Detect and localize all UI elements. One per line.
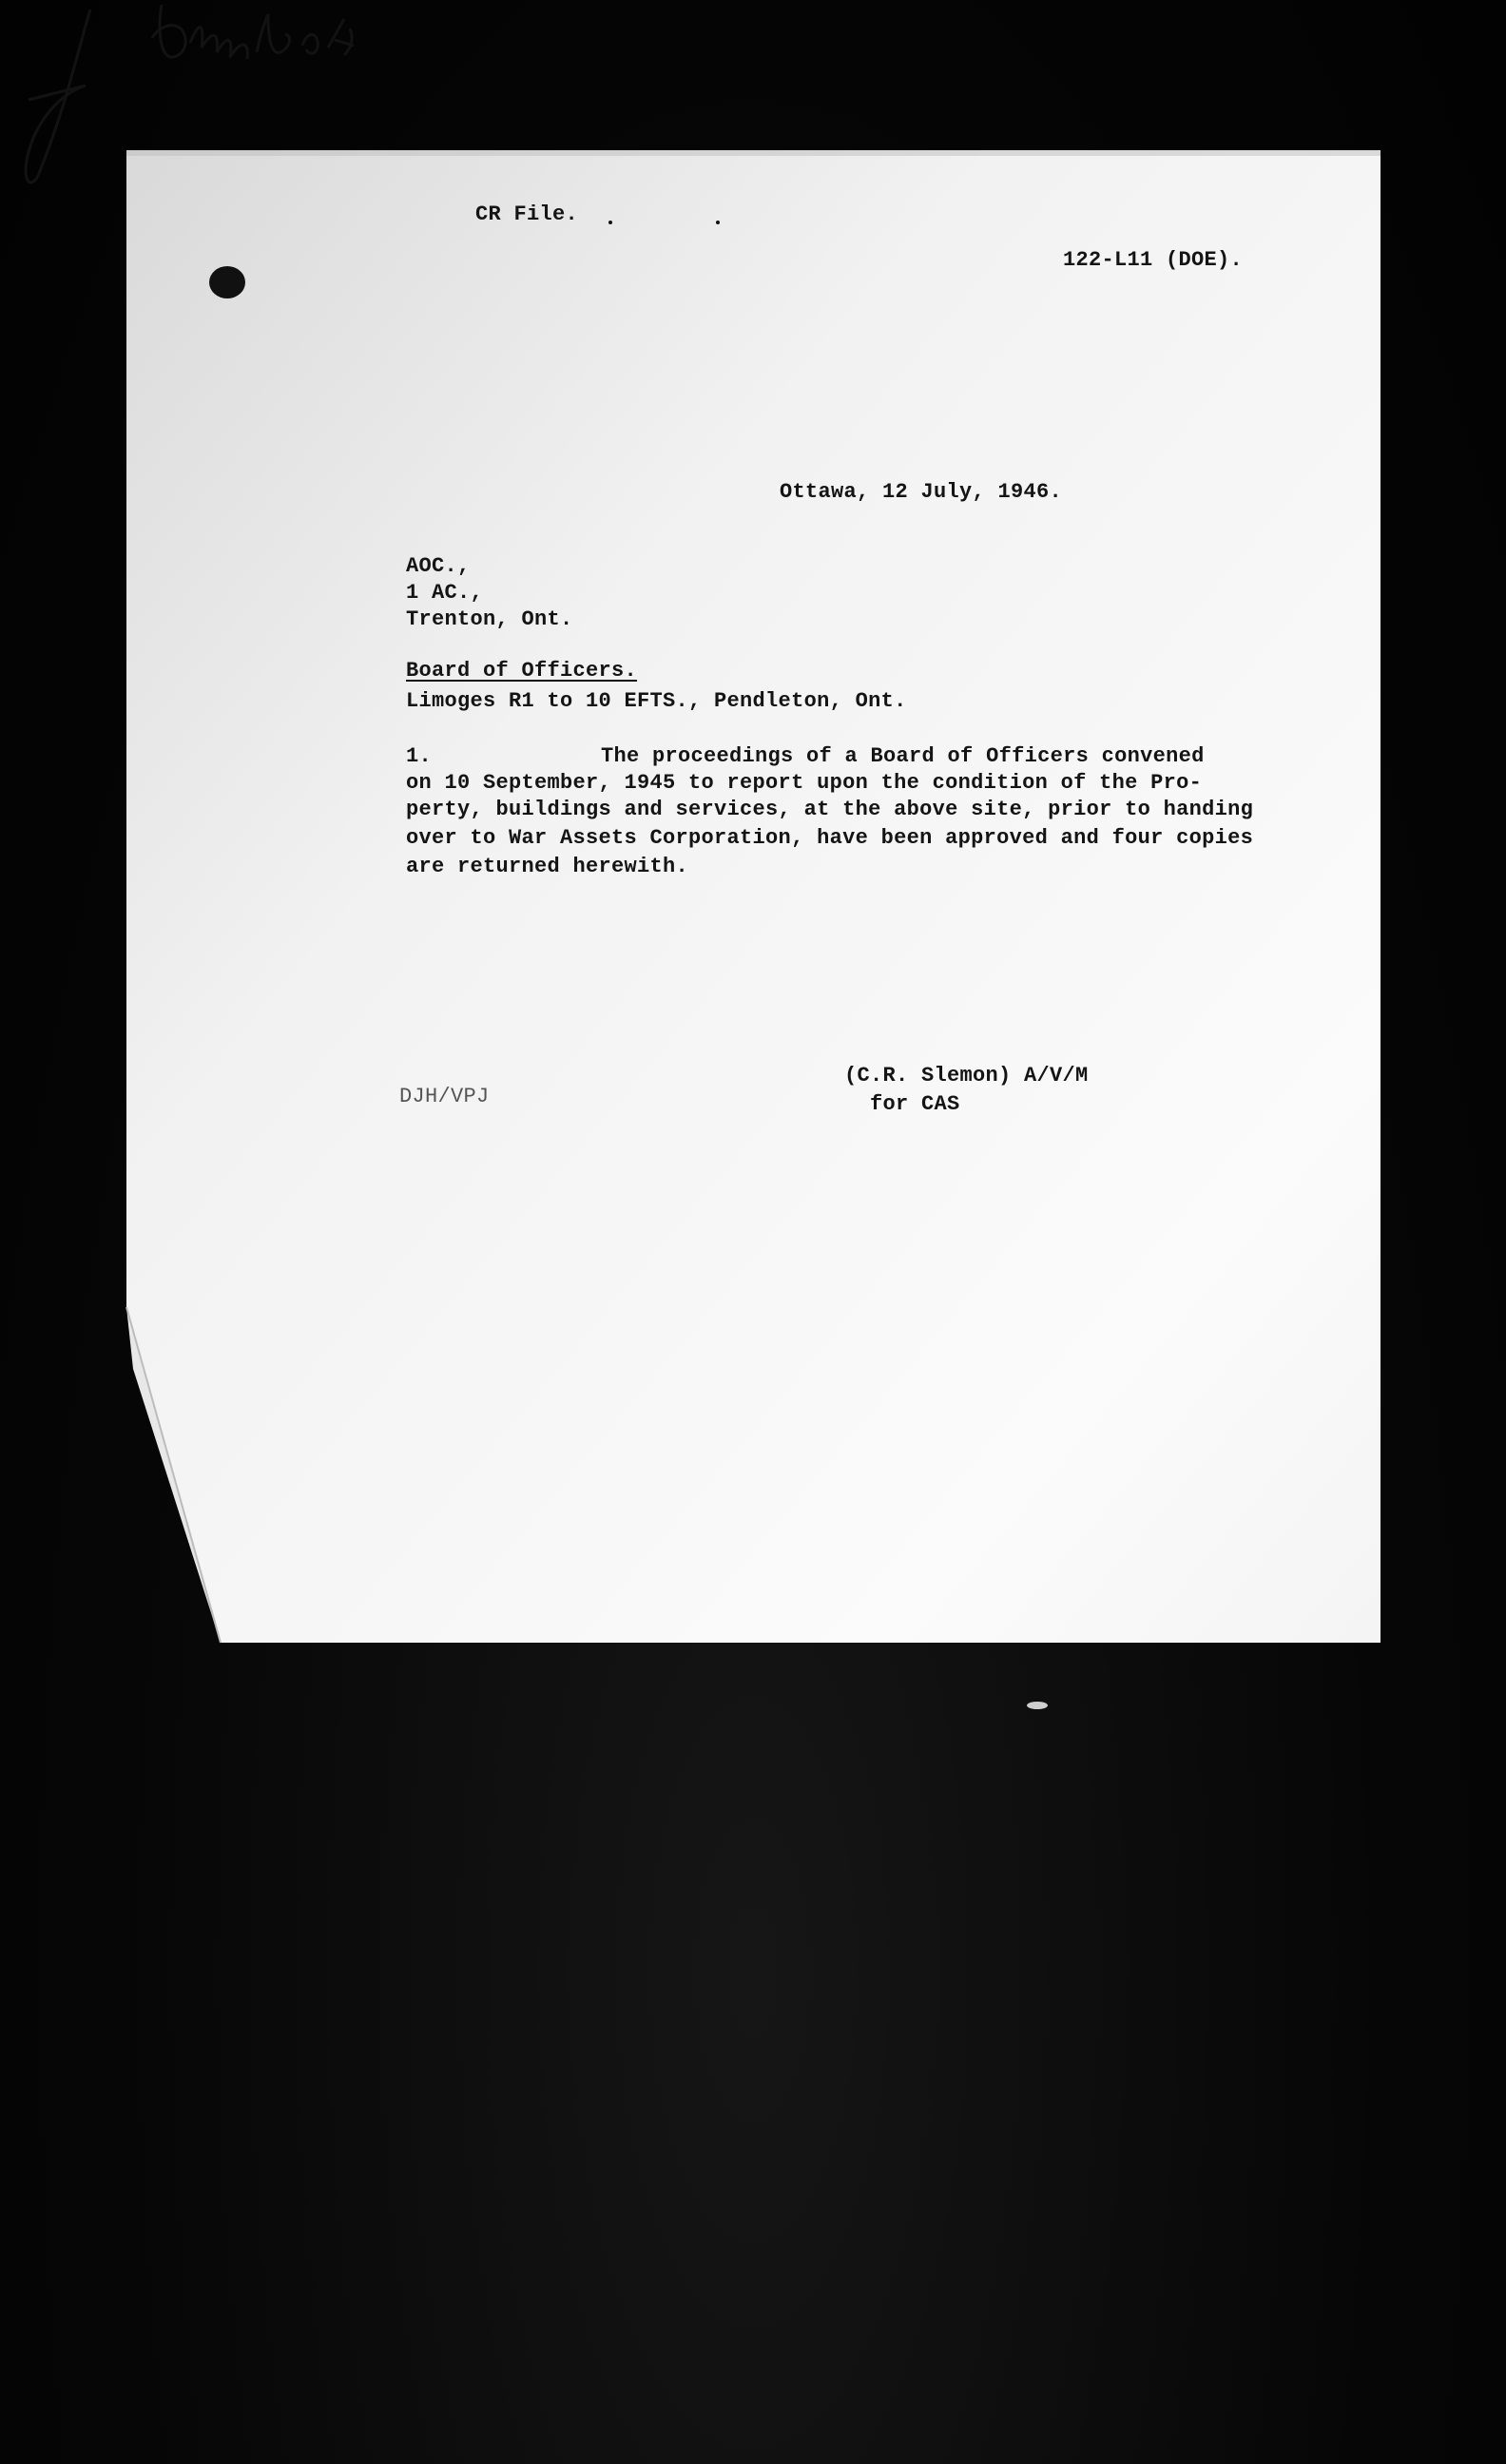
subject-location: Limoges R1 to 10 EFTS., Pendleton, Ont. (406, 689, 907, 713)
body-line-2: on 10 September, 1945 to report upon the condition of the Pro- (406, 771, 1203, 795)
signature-for: for CAS (870, 1092, 960, 1116)
file-number: 122-L11 (DOE). (1063, 248, 1244, 272)
paragraph-number: 1. (406, 744, 433, 768)
body-line-3: perty, buildings and services, at the above site, prior to handing (406, 798, 1254, 821)
dust-speck (1027, 1702, 1048, 1709)
addressee-line-2: 1 AC., (406, 581, 484, 605)
dust-speck (716, 221, 720, 224)
signature-name: (C.R. Slemon) A/V/M (844, 1064, 1089, 1088)
addressee-line-3: Trenton, Ont. (406, 607, 573, 631)
ink-blot (209, 266, 245, 298)
dust-speck (608, 221, 612, 224)
reference-initials: DJH/VPJ (399, 1085, 490, 1108)
handwritten-signature (0, 0, 399, 190)
file-label: CR File. (475, 202, 579, 226)
dateline: Ottawa, 12 July, 1946. (780, 480, 1063, 504)
subject-title: Board of Officers. (406, 659, 638, 683)
addressee-line-1: AOC., (406, 554, 471, 578)
body-line-5: are returned herewith. (406, 855, 689, 878)
body-line-1: The proceedings of a Board of Officers convened (601, 744, 1205, 768)
body-line-4: over to War Assets Corporation, have been approved and four copies (406, 826, 1254, 850)
